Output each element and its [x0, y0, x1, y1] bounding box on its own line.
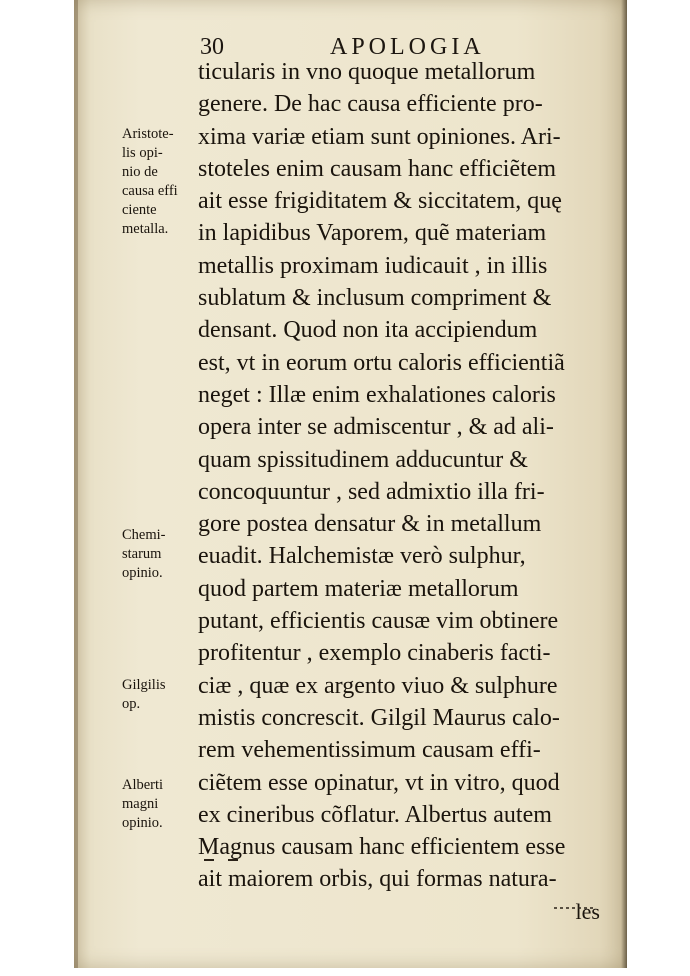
text-line: concoquuntur , sed admixtio illa fri- [198, 478, 545, 505]
marginal-note-line: metalla. [122, 221, 169, 237]
marginal-note-line: Chemi- [122, 527, 166, 543]
text-line: gore postea densatur & in metallum [198, 511, 542, 538]
marginal-note-albertus [122, 776, 196, 833]
text-line: quam spissitudinem adducuntur & [198, 446, 528, 473]
text-line: ex cineribus cõflatur. Albertus autem [198, 801, 552, 828]
marginal-note-aristotle [122, 125, 196, 239]
text-line: densant. Quod non ita accipiendum [198, 317, 538, 344]
marginal-note-line: lis opi- [122, 145, 163, 161]
marginal-note-line: opinio. [122, 565, 163, 581]
marginal-note-line: starum [122, 546, 162, 562]
marginal-note-line: Gilgilis [122, 677, 166, 693]
text-line: ticularis in vno quoque metallorum [198, 59, 536, 85]
running-head: APOLOGIA [330, 34, 485, 60]
text-line: stoteles enim causam hanc efficiẽtem [198, 155, 557, 182]
marginal-note-line: ciente [122, 202, 157, 218]
text-line: sublatum & inclusum compriment & [198, 285, 552, 312]
text-line: profitentur , exemplo cinaberis facti- [198, 640, 551, 667]
text-line: est, vt in eorum ortu caloris efficientiã [198, 349, 565, 376]
text-line: rem vehementissimum causam effi- [198, 737, 541, 764]
text-line: euadit. Halchemistæ verò sulphur, [198, 543, 526, 570]
page-edge-shadow [621, 0, 627, 968]
text-line: ait esse frigiditatem & siccitatem, quę [198, 188, 562, 215]
text-line: Magnus causam hanc efficientem esse [198, 834, 566, 861]
text-line: metallis proximam iudicauit , in illis [198, 252, 548, 279]
marginal-note-line: Aristote- [122, 126, 174, 142]
marginal-note-line: opinio. [122, 815, 163, 831]
marginal-note-line: causa effi [122, 183, 178, 199]
catchword: les [575, 898, 600, 924]
marginal-note-gilgil [122, 676, 196, 714]
signature-mark-icon [550, 900, 600, 914]
text-line: neget : Illæ enim exhalationes caloris [198, 381, 556, 408]
text-line: in lapidibus Vaporem, quẽ materiam [198, 220, 547, 247]
text-line: quod partem materiæ metallorum [198, 575, 519, 602]
marginal-note-alchemists [122, 526, 196, 583]
marginal-note-line: nio de [122, 164, 158, 180]
text-line: ciẽtem esse opinatur, vt in vitro, quod [198, 769, 560, 796]
text-line: ciæ , quæ ex argento viuo & sulphure [198, 672, 558, 699]
page-number: 30 [200, 34, 224, 60]
marginal-note-line: magni [122, 796, 159, 812]
main-text-block [198, 56, 618, 928]
ornament-dashes-icon [200, 850, 260, 870]
text-line: opera inter se admiscentur , & ad ali- [198, 414, 554, 441]
text-line: mistis concrescit. Gilgil Maurus calo- [198, 704, 560, 731]
marginal-note-line: Alberti [122, 777, 164, 793]
marginal-note-line: op. [122, 696, 141, 712]
text-line: ait maiorem orbis, qui formas natura- [198, 866, 557, 893]
page-gutter [74, 0, 78, 968]
text-line: xima variæ etiam sunt opiniones. Ari- [198, 123, 561, 150]
text-line: genere. De hac causa efficiente pro- [198, 91, 543, 118]
text-line: putant, efficientis causæ vim obtinere [198, 608, 559, 635]
